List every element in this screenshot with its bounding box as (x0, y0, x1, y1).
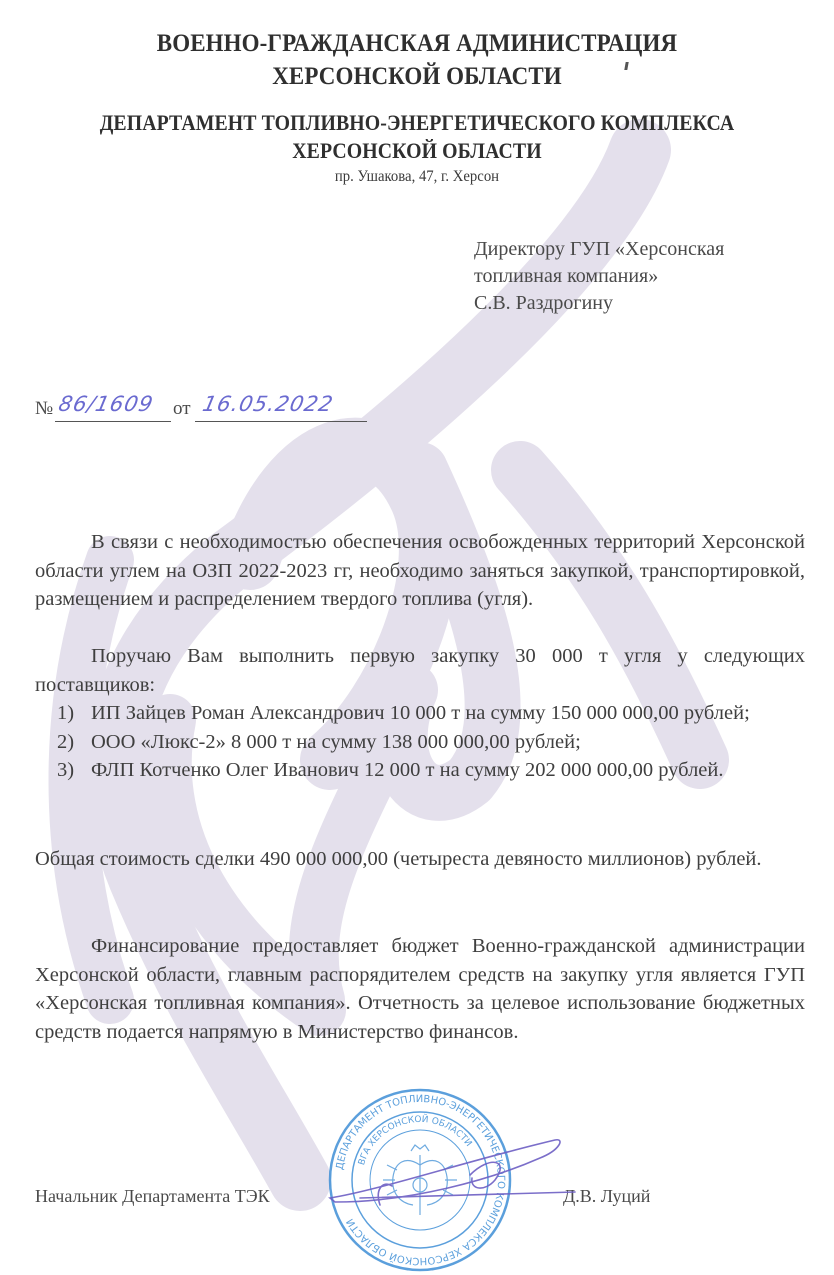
number-underline (55, 421, 171, 422)
list-item: 2) ООО «Люкс-2» 8 000 т на сумму 138 000 000,00 рублей; (57, 730, 581, 753)
registration-number: 86/1609 (56, 392, 156, 416)
svg-text:ДЕПАРТАМЕНТ ТОПЛИВНО-ЭНЕРГЕТИЧ: ДЕПАРТАМЕНТ ТОПЛИВНО-ЭНЕРГЕТИЧЕСКОГО КОМПЛЕКСА ХЕРСОНСКОЙ ОБЛАСТИ (334, 1093, 507, 1267)
addressee-line3: С.В. Раздрогину (474, 292, 614, 314)
registration-date: 16.05.2022 (200, 392, 336, 416)
org-title-line2: ХЕРСОНСКОЙ ОБЛАСТИ (272, 63, 562, 90)
list-item: 3) ФЛП Котченко Олег Иванович 12 000 т на сумму 202 000 000,00 рублей. (57, 759, 724, 781)
paragraph-instruction: Поручаю Вам выполнить первую закупку 30 000 т угля у следующих поставщиков: (35, 645, 805, 696)
date-underline (195, 421, 367, 422)
addressee-block (474, 236, 724, 317)
signatory-name: Д.В. Луций (563, 1186, 651, 1206)
addressee-line2: топливная компания» (474, 265, 659, 287)
list-item: 1) ИП Зайцев Роман Александрович 10 000 т на сумму 150 000 000,00 рублей; (57, 702, 750, 724)
addressee-line1: Директору ГУП «Херсонская (474, 238, 725, 260)
org-title-line1: ВОЕННО-ГРАЖДАНСКАЯ АДМИНИСТРАЦИЯ (156, 30, 678, 57)
paragraph-purpose: В связи с необходимостью обеспечения освобожденных территорий Херсонской области углем на ОЗП 2022-2023 гг, необходимо заняться закупкой, транспортировкой, размещением и распределением твердого топлива (угля). (35, 531, 805, 610)
supplier-list (35, 699, 805, 785)
handwritten-signature-icon (320, 1120, 580, 1230)
signatory-title: Начальник Департамента ТЭК (35, 1186, 270, 1206)
svg-text:ВГА ХЕРСОНСКОЙ ОБЛАСТИ: ВГА ХЕРСОНСКОЙ ОБЛАСТИ (357, 1114, 474, 1167)
dept-title-line1: ДЕПАРТАМЕНТ ТОПЛИВНО-ЭНЕРГЕТИЧЕСКОГО КОМПЛЕКСА (99, 110, 735, 135)
paragraph-total: Общая стоимость сделки 490 000 000,00 (четыреста девяносто миллионов) рублей. (35, 848, 762, 870)
paragraph-financing: Финансирование предоставляет бюджет Военно-гражданской администрации Херсонской области, главным распорядителем средств на закупку угля является ГУП «Херсонская топливная компания». Отчетность за целевое использование бюджетных средств подается напрямую в Министерство финансов. (35, 935, 805, 1043)
dept-title-line2: ХЕРСОНСКОЙ ОБЛАСТИ (292, 138, 542, 163)
date-label: от (173, 398, 191, 419)
dept-address: пр. Ушакова, 47, г. Херсон (334, 168, 500, 185)
number-label: № (35, 398, 54, 419)
